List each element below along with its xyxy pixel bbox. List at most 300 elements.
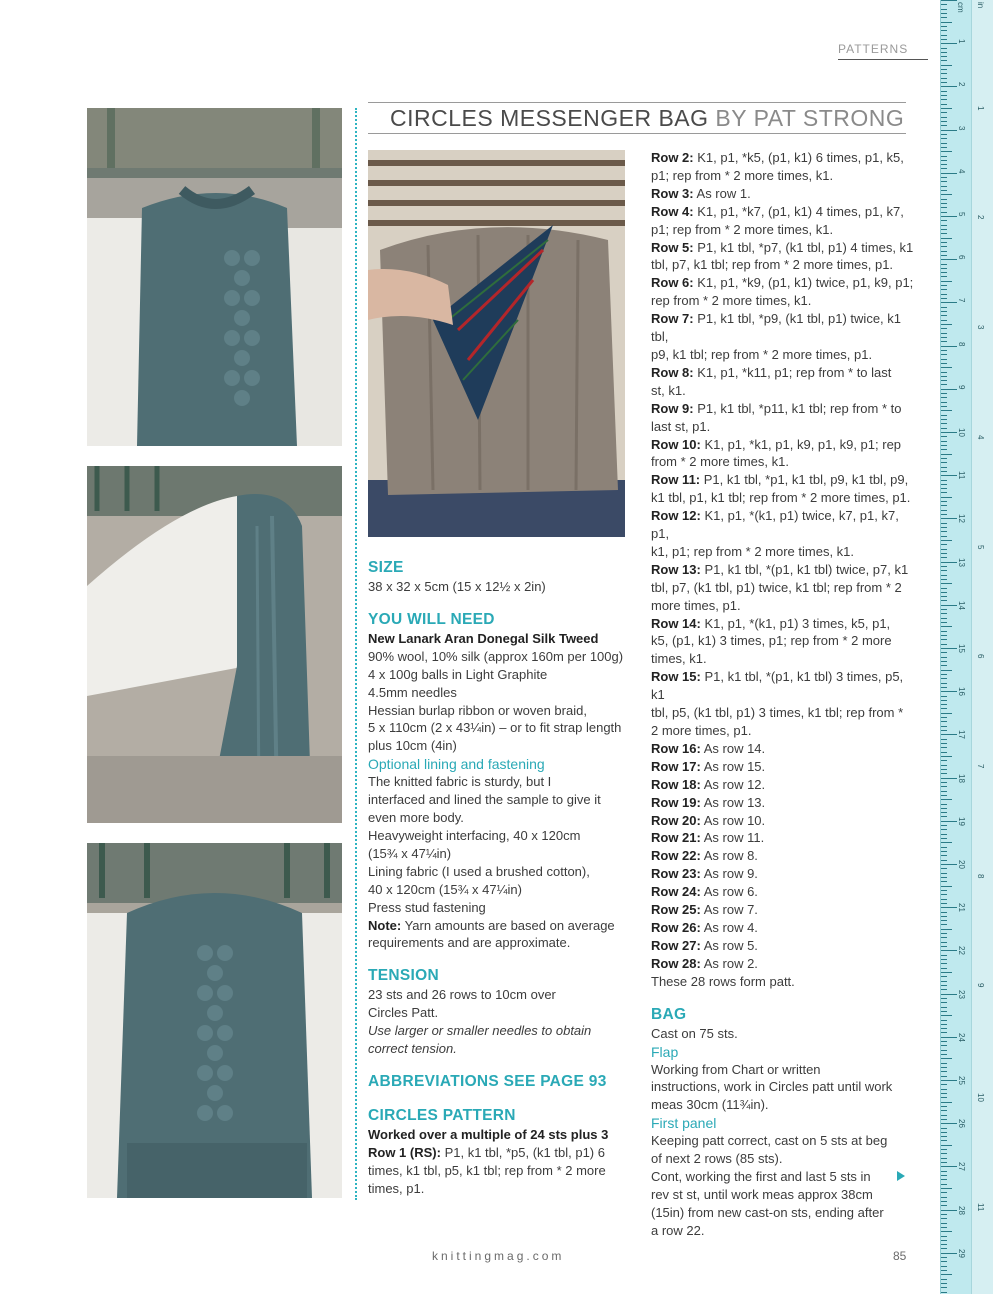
column-divider [355,108,357,1200]
pattern-row-line [651,812,916,830]
row-text: P1, k1 tbl, *p5, (k1 tbl, p1) 6 [440,1144,605,1160]
ruler-tick [941,743,947,744]
ruler-tick [941,518,957,519]
ruler-tick [941,739,947,740]
ruler-tick [941,894,947,895]
pattern-row-line [651,149,916,167]
row-label: Row 5: [651,239,694,255]
ruler-tick [941,829,947,830]
ruler-tick [941,294,947,295]
ruler-cm-label: 17 [957,730,966,740]
ruler-tick [941,1119,947,1120]
ruler-tick [941,43,957,44]
ruler-tick [941,458,947,459]
row-label: Row 20: [651,812,701,828]
row-text: more times, p1. [651,597,741,613]
ruler-tick [941,1097,947,1098]
ruler-tick [941,432,957,433]
ruler-tick [941,570,947,571]
ruler-tick [941,1287,947,1288]
ruler-tick [941,1045,947,1046]
ruler-cm-unit: cm [956,2,965,13]
ruler-tick [941,972,952,973]
ruler-cm-label: 27 [957,1162,966,1172]
ruler-tick [941,307,947,308]
ruler-tick [941,510,947,511]
pattern-row-line [651,758,916,776]
ruler-tick [941,721,947,722]
ruler-tick [941,1205,947,1206]
ruler-tick [941,341,947,342]
row-text: k1, p1; rep from * 2 more times, k1. [651,543,855,559]
pattern-row-line [651,256,916,274]
ruler-tick [941,959,947,960]
ruler-tick [941,1149,947,1150]
ruler-tick [941,769,947,770]
pattern-row-line [651,919,916,937]
ruler-tick [941,648,957,649]
ruler-tick [941,566,947,567]
ruler-tick [941,691,957,692]
panel-line: Cont, working the first and last 5 sts in [651,1169,871,1185]
ruler-tick [941,968,947,969]
ruler-tick [941,1236,947,1237]
ruler-cm-label: 22 [957,946,966,956]
ruler-tick [941,1084,947,1085]
ruler-tick [941,609,947,610]
row-label: Row 17: [651,758,701,774]
ruler-tick [941,540,952,541]
lining-line: 40 x 120cm (15¾ x 47¼in) [368,881,522,897]
lining-line: Press stud fastening [368,899,486,915]
row-text: 2 more times, p1. [651,723,752,738]
flap-line: Working from Chart or written [651,1061,821,1077]
ruler-tick [941,1002,947,1003]
ruler-tick [941,212,947,213]
ruler-tick [941,704,947,705]
ruler-tick [941,17,947,18]
ruler-tick [941,592,947,593]
ruler-tick [941,216,957,217]
row-label: Row 15: [651,669,701,685]
abbreviations-heading: ABBREVIATIONS SEE PAGE 93 [368,1072,607,1090]
row-label: Row 16: [651,740,701,756]
tension-line: 23 sts and 26 rows to 10cm over [368,987,556,1003]
ruler-tick [941,380,947,381]
pattern-row-line [651,274,916,292]
ruler-tick [941,35,947,36]
ruler-tick [941,657,947,658]
ruler-tick [941,1145,952,1146]
ruler-tick [941,1007,947,1008]
pattern-row-line [651,400,916,418]
pattern-row-line [651,597,916,615]
row-label: Row 2: [651,150,694,165]
ruler-tick [941,1266,947,1267]
need-line: plus 10cm (4in) [368,738,457,754]
ruler-tick [941,315,947,316]
ruler-cm-label: 23 [957,989,966,999]
ruler-tick [941,281,952,282]
ruler-tick [941,328,947,329]
ruler-tick [941,1153,947,1154]
ruler-tick [941,976,947,977]
ruler-cm-label: 21 [957,903,966,913]
row-text: As row 7. [700,902,758,918]
pattern-row-line [651,346,916,364]
row-label: Row 4: [651,203,694,219]
bag-heading: BAG [651,1005,687,1023]
ruler-tick [941,181,947,182]
row-text: As row 6. [700,884,758,900]
ruler-tick [941,1123,957,1124]
ruler-tick [941,700,947,701]
ruler-tick [941,873,947,874]
row-text: times, k1 tbl, p5, k1 tbl; rep from * 2 more [368,1162,606,1178]
row-text: As row 1. [693,185,751,201]
ruler-tick [941,868,947,869]
row-label: Row 13: [651,561,701,577]
ruler-cm-label: 15 [957,644,966,653]
row-label: Row 7: [651,311,694,327]
ruler-tick [941,1248,947,1249]
ruler-tick [941,441,947,442]
ruler-tick [941,613,947,614]
ruler-cm-label: 11 [957,471,966,480]
pattern-row-line [651,615,916,633]
ruler-tick [941,531,947,532]
row-label: Row 11: [651,472,701,488]
row-text: times, k1. [651,651,707,667]
ruler-tick [941,860,947,861]
row-text: As row 2. [700,955,758,971]
pattern-row-line [651,203,916,221]
ruler-tick [941,9,947,10]
pattern-row-line [651,185,916,203]
ruler-tick [941,436,947,437]
ruler-tick [941,903,947,904]
you-will-need-heading: YOU WILL NEED [368,610,495,628]
ruler-tick [941,259,957,260]
row-text: P1, k1 tbl, *p7, (k1 tbl, p1) 4 times, k1 [693,239,914,255]
ruler-cm-label: 2 [957,82,966,87]
ruler-cm-label: 3 [957,125,966,131]
ruler-tick [941,1028,947,1029]
ruler-tick [941,497,952,498]
ruler-cm-label: 19 [957,816,966,826]
photo-messenger-bag [368,150,625,537]
ruler-tick [941,1063,947,1064]
ruler-tick [941,950,957,951]
ruler-tick [941,1179,947,1180]
ruler-tick [941,130,957,131]
ruler-tick [941,484,947,485]
ruler-tick [941,929,952,930]
ruler-tick [941,622,947,623]
ruler-tick [941,220,947,221]
row-text: P1, k1 tbl, *p1, k1 tbl, p9, k1 tbl, p9, [700,472,909,488]
pattern-row-line [651,489,916,507]
ruler-inch-label: 4 [976,434,985,440]
row-label: Row 6: [651,275,694,291]
ruler-tick [941,804,947,805]
ruler-tick [941,631,947,632]
ruler-tick [941,505,947,506]
ruler-tick [941,423,947,424]
ruler-tick [941,946,947,947]
pattern-row-line [651,776,916,794]
ruler-tick [941,1020,947,1021]
row-text: As row 12. [700,776,766,792]
ruler-tick [941,989,947,990]
ruler-tick [941,557,947,558]
ruler-tick [941,78,947,79]
ruler-tick [941,203,947,204]
ruler-tick [941,354,947,355]
row-text: tbl, p5, (k1 tbl, p1) 3 times, k1 tbl; rep from * [651,705,904,721]
panel-line: Keeping patt correct, cast on 5 sts at beg [651,1133,888,1149]
pattern-rows [651,149,916,973]
row-text: P1, k1 tbl, *(p1, k1 tbl) 3 times, p5, k1 [651,669,904,703]
ruler-tick [941,112,947,113]
ruler-tick [941,376,947,377]
ruler-tick [941,238,952,239]
ruler-tick [941,670,952,671]
flap-line: meas 30cm (11¾in). [651,1097,769,1113]
ruler-tick [941,696,947,697]
ruler-cm-label: 20 [957,860,966,869]
pattern-row-line [651,794,916,812]
ruler-tick [941,173,957,174]
ruler-tick [941,125,947,126]
row-text: K1, p1, *k9, (p1, k1) twice, p1, k9, p1; [693,275,914,291]
ruler-tick [941,272,947,273]
ruler-tick [941,678,947,679]
ruler-tick [941,899,947,900]
ruler-tick [941,445,947,446]
tension-heading: TENSION [368,967,439,985]
ruler-tick [941,367,952,368]
ruler-tick [941,1171,947,1172]
ruler-tick [941,372,947,373]
ruler-tick [941,514,947,515]
ruler-tick [941,419,947,420]
ruler-tick [941,1240,947,1241]
pattern-row-line [651,507,916,543]
row-text: As row 8. [700,848,758,864]
ruler-tick [941,1274,952,1275]
ruler-tick [941,1041,947,1042]
ruler-tick [941,881,947,882]
ruler-tick [941,488,947,489]
ruler-tick [941,1218,947,1219]
pattern-row-line [651,167,916,185]
tension-line: Circles Patt. [368,1005,439,1021]
row-label: Row 28: [651,955,701,971]
bag-text: Cast on 75 sts. [651,1025,738,1041]
ruler-tick [941,1210,957,1211]
ruler-cm-label: 1 [957,39,966,44]
ruler-tick [941,143,947,144]
pattern-row-line [651,561,916,579]
panel-line: (15in) from new cast-on sts, ending after [651,1204,884,1220]
ruler-tick [941,52,947,53]
title-byline: BY PAT STRONG [715,105,905,131]
ruler-tick [941,4,947,5]
ruler-tick [941,95,947,96]
ruler-tick [941,652,947,653]
pattern-row-line [651,221,916,239]
ruler-tick [941,713,952,714]
ruler-tick [941,160,947,161]
ruler-tick [941,389,957,390]
row-text: K1, p1, *k11, p1; rep from * to last [693,364,892,380]
ruler-tick [941,1261,947,1262]
pattern-row-line [651,239,916,257]
ruler-inch-label: 8 [976,873,985,879]
ruler-tick [941,553,947,554]
ruler-tick [941,907,957,908]
ruler-cm-label: 14 [957,600,966,610]
ruler-tick [941,454,952,455]
row-text: p1; rep from * 2 more times, k1. [651,167,834,183]
ruler-tick [941,536,947,537]
ruler-tick [941,639,947,640]
pattern-row-line [651,364,916,382]
row-text: p1; rep from * 2 more times, k1. [651,221,834,237]
ruler-tick [941,626,952,627]
ruler-tick [941,1054,947,1055]
ruler-tick [941,1037,957,1038]
ruler-tick [941,575,947,576]
need-line: 5 x 110cm (2 x 43¼in) – or to fit strap length [368,720,622,736]
ruler-tick [941,661,947,662]
ruler-tick [941,384,947,385]
ruler-tick [941,1093,947,1094]
ruler-tick [941,1132,947,1133]
ruler-tick [941,795,947,796]
ruler-tick [941,562,957,563]
ruler-inch-label: 2 [976,215,985,220]
ruler-tick [941,1188,952,1189]
ruler-tick [941,579,947,580]
ruler-inch-label: 6 [976,654,985,659]
ruler-tick [941,756,952,757]
row-text: K1, p1, *(k1, p1) 3 times, k5, p1, [700,615,891,631]
ruler-tick [941,683,947,684]
need-line: 4.5mm needles [368,684,457,700]
row-label: Row 9: [651,400,694,416]
ruler-tick [941,523,947,524]
ruler-tick [941,320,947,321]
ruler-tick [941,449,947,450]
row-text: k1 tbl, p1, k1 tbl; rep from * 2 more times, p1. [651,490,911,506]
ruler-tick [941,782,947,783]
ruler-tick [941,838,947,839]
pattern-row-line [651,632,916,650]
ruler-cm-label: 26 [957,1119,966,1129]
rows-end-text: These 28 rows form patt. [651,973,795,989]
ruler-tick [941,22,952,23]
row-text: rep from * 2 more times, k1. [651,293,812,309]
row-text: As row 5. [700,937,758,953]
ruler-tick [941,0,957,1]
row-label: Row 1 (RS): [368,1144,441,1160]
row-text: P1, k1 tbl, *p11, k1 tbl; rep from * to [693,400,902,416]
need-line: 4 x 100g balls in Light Graphite [368,666,548,682]
ruler-tick [941,1214,947,1215]
ruler-tick [941,912,947,913]
ruler-tick [941,151,952,152]
ruler-inch-label: 1 [976,105,985,111]
panel-line: a row 22. [651,1222,705,1238]
ruler-tick [941,734,957,735]
note-label: Note: [368,917,402,933]
ruler-tick [941,233,947,234]
ruler-inch-label: 11 [976,1202,985,1211]
pattern-row-line [651,955,916,973]
ruler-tick [941,816,947,817]
ruler-tick [941,998,947,999]
lining-line: The knitted fabric is sturdy, but I [368,774,552,790]
ruler-tick [941,65,952,66]
ruler-tick [941,834,947,835]
pattern-row-line [651,668,916,704]
ruler-tick [941,942,947,943]
ruler-tick [941,48,947,49]
ruler-tick [941,246,947,247]
ruler-tick [941,1071,947,1072]
row-text: tbl, p7, k1 tbl; rep from * 2 more times, p1. [651,257,894,273]
ruler-tick [941,1076,947,1077]
ruler-tick [941,1024,947,1025]
row-text: from * 2 more times, k1. [651,454,789,470]
lining-line: Lining fabric (I used a brushed cotton), [368,863,590,879]
ruler-tick [941,549,947,550]
ruler-tick [941,920,947,921]
ruler-tick [941,812,947,813]
ruler-tick [941,674,947,675]
ruler-tick [941,1201,947,1202]
ruler-tick [941,1283,947,1284]
ruler-tick [941,1184,947,1185]
note [368,917,633,935]
ruler-tick [941,618,947,619]
ruler-tick [941,847,947,848]
ruler-tick [941,855,947,856]
ruler-tick [941,527,947,528]
ruler-tick [941,207,947,208]
ruler-tick [941,393,947,394]
ruler-tick [941,108,952,109]
ruler-tick [941,333,947,334]
photo-vest-side [87,466,342,823]
ruler-tick [941,717,947,718]
need-line: Hessian burlap ribbon or woven braid, [368,702,587,718]
ruler-inch-label: 10 [976,1093,985,1102]
ruler-tick [941,773,947,774]
ruler-tick [941,428,947,429]
ruler-tick [941,1244,947,1245]
ruler-tick [941,1166,957,1167]
ruler-tick [941,285,947,286]
ruler-tick [941,933,947,934]
row-label: Row 10: [651,436,701,452]
row-label: Row 24: [651,884,701,900]
ruler-tick [941,981,947,982]
ruler-tick [941,1158,947,1159]
ruler-tick [941,415,947,416]
